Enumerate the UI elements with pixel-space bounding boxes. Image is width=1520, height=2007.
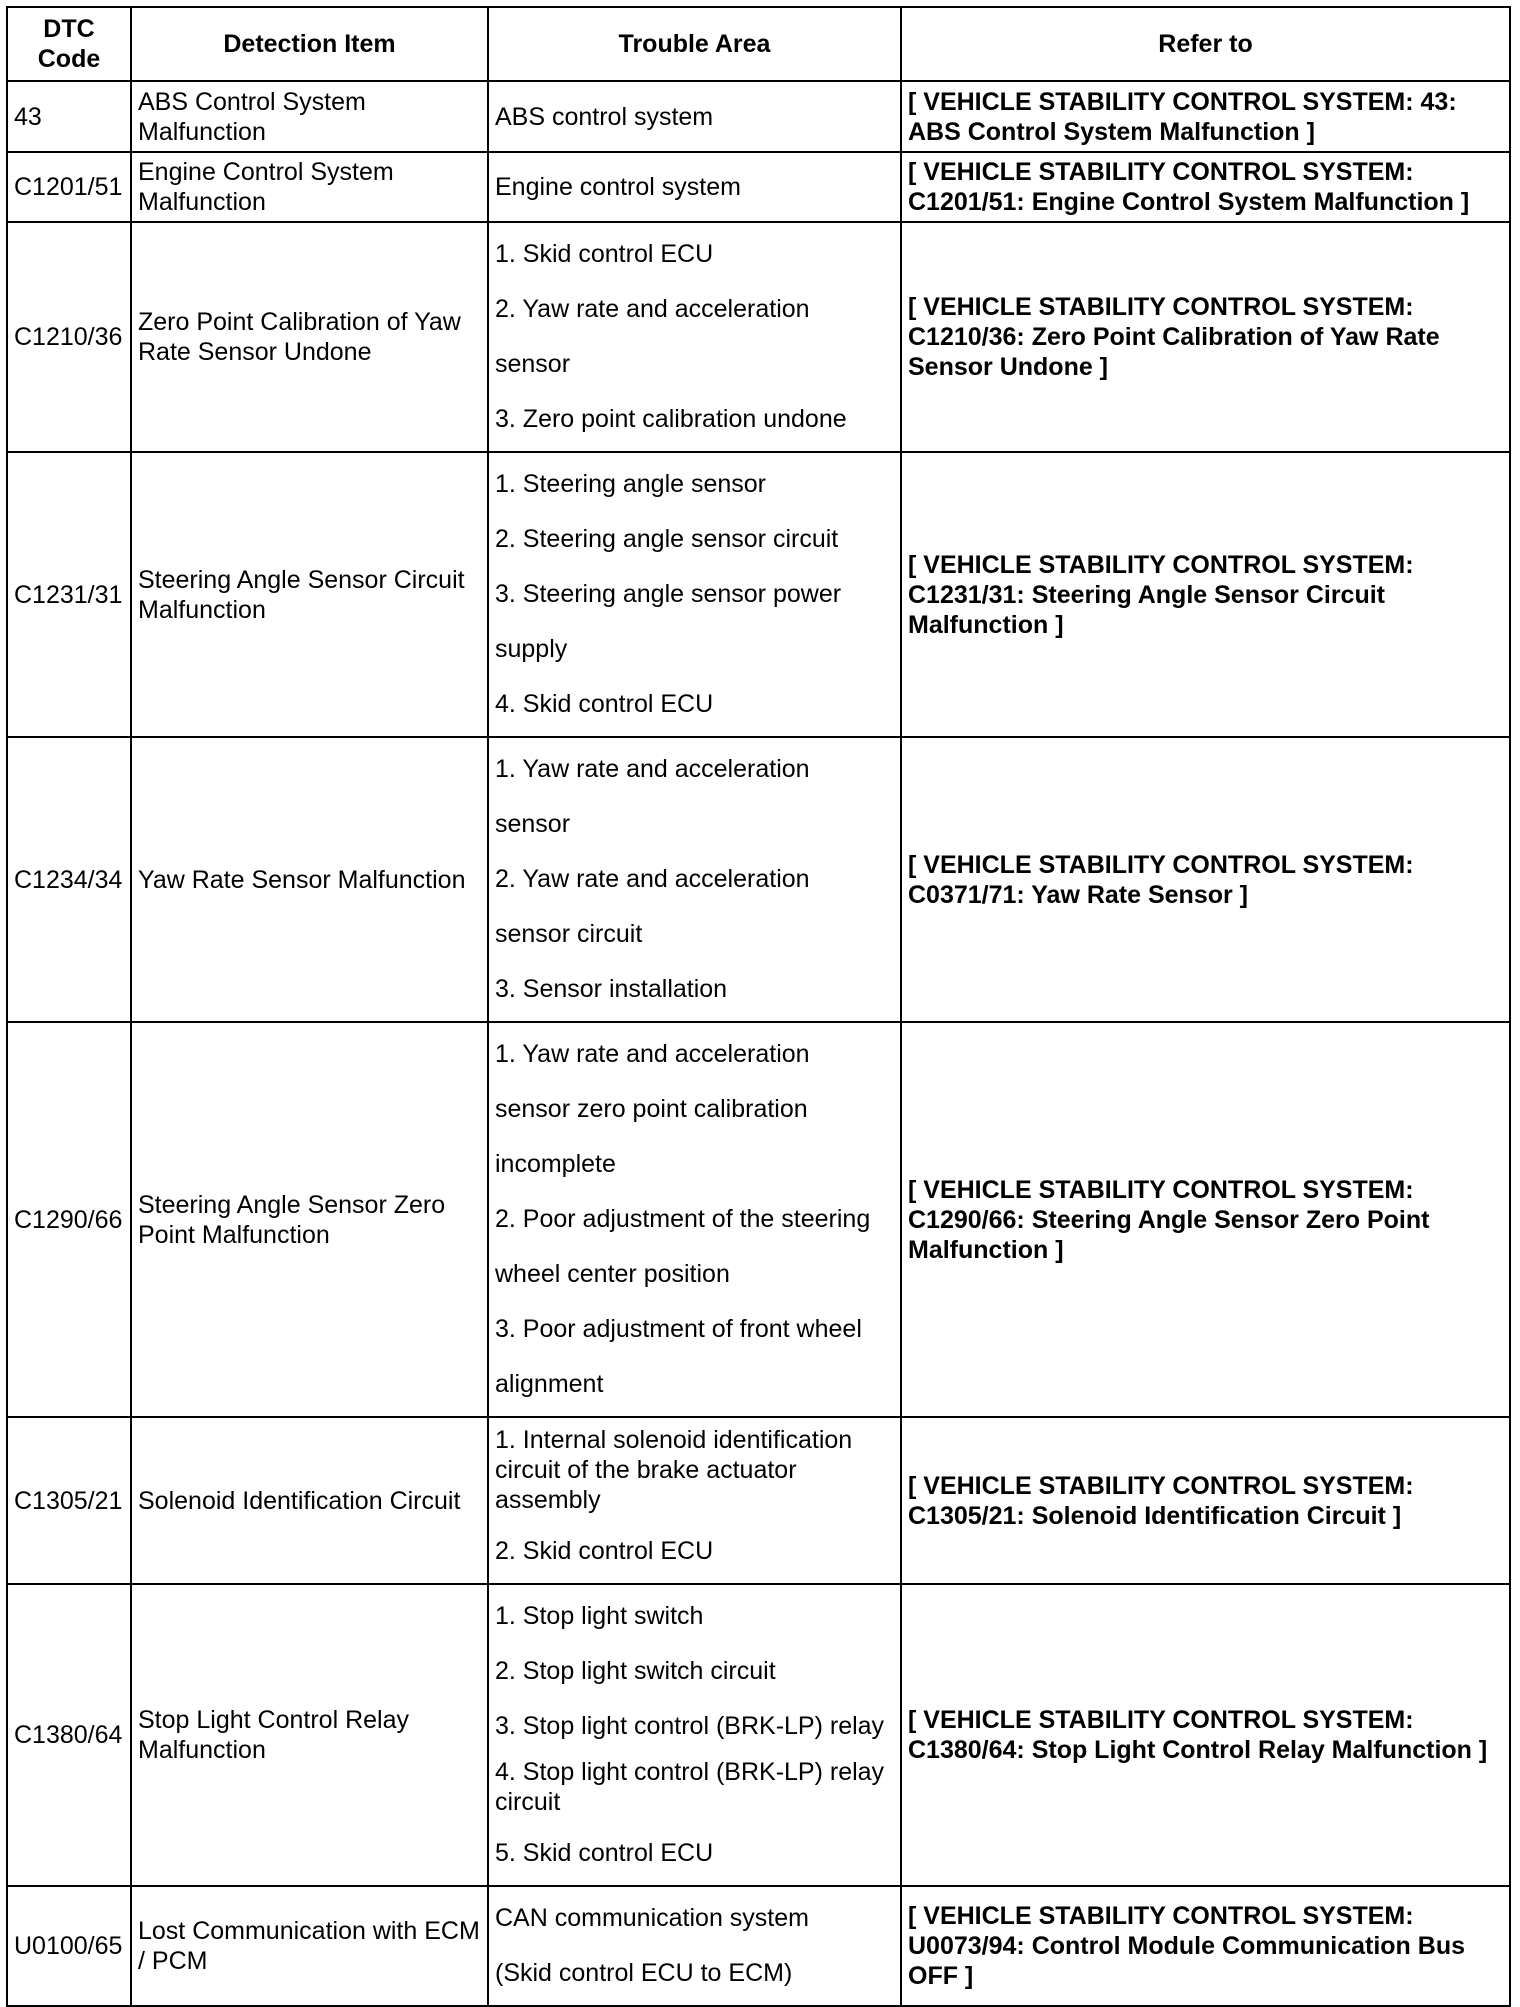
refer-to-link[interactable]: [ VEHICLE STABILITY CONTROL SYSTEM: C1305/21: Solenoid Identification Circuit ]: [901, 1417, 1510, 1584]
trouble-area-item: 1. Yaw rate and acceleration: [495, 1040, 810, 1068]
trouble-area-item: sensor: [495, 810, 571, 838]
dtc-code-cell: C1290/66: [7, 1022, 131, 1417]
trouble-area-item: 1. Yaw rate and acceleration: [495, 755, 810, 783]
detection-item-cell: Engine Control System Malfunction: [131, 152, 488, 222]
trouble-area-cell: [488, 81, 901, 152]
trouble-area-item: 1. Steering angle sensor: [495, 470, 767, 498]
trouble-area-cell: [488, 452, 901, 737]
trouble-area-cell: [488, 1022, 901, 1417]
trouble-area-item: 3. Sensor installation: [495, 975, 728, 1003]
refer-to-link[interactable]: [ VEHICLE STABILITY CONTROL SYSTEM: U0073/94: Control Module Communication Bus OFF ]: [901, 1886, 1510, 2006]
refer-to-link[interactable]: [ VEHICLE STABILITY CONTROL SYSTEM: 43: ABS Control System Malfunction ]: [901, 81, 1510, 152]
trouble-area-item: 2. Poor adjustment of the steering: [495, 1205, 871, 1233]
trouble-area-item: incomplete: [495, 1150, 616, 1178]
detection-item-cell: ABS Control System Malfunction: [131, 81, 488, 152]
trouble-area-item: alignment: [495, 1370, 604, 1398]
trouble-area-item: ABS control system: [495, 102, 714, 131]
trouble-area-item: 1. Skid control ECU: [495, 240, 714, 268]
header-detection-item: Detection Item: [131, 7, 488, 81]
refer-to-link[interactable]: [ VEHICLE STABILITY CONTROL SYSTEM: C1210/36: Zero Point Calibration of Yaw Rate Sensor Undone ]: [901, 222, 1510, 452]
dtc-code-cell: C1201/51: [7, 152, 131, 222]
trouble-area-item: 3. Poor adjustment of front wheel: [495, 1315, 862, 1343]
trouble-area-item: 4. Skid control ECU: [495, 690, 714, 718]
trouble-area-item: Engine control system: [495, 173, 741, 201]
trouble-area-cell: [488, 152, 901, 222]
table-row: [7, 81, 1510, 152]
dtc-code-cell: U0100/65: [7, 1886, 131, 2006]
trouble-area-item: 2. Yaw rate and acceleration: [495, 865, 810, 893]
table-row: [7, 152, 1510, 222]
detection-item-cell: Zero Point Calibration of Yaw Rate Sensor Undone: [131, 222, 488, 452]
header-trouble-area: Trouble Area: [488, 7, 901, 81]
refer-to-link[interactable]: [ VEHICLE STABILITY CONTROL SYSTEM: C1231/31: Steering Angle Sensor Circuit Malfunction ]: [901, 452, 1510, 737]
dtc-code-cell: C1305/21: [7, 1417, 131, 1584]
trouble-area-cell: [488, 1417, 901, 1584]
trouble-area-cell: [488, 737, 901, 1022]
trouble-area-item: sensor circuit: [495, 920, 643, 948]
detection-item-cell: Steering Angle Sensor Zero Point Malfunction: [131, 1022, 488, 1417]
table-row: [7, 222, 1510, 452]
detection-item-cell: Steering Angle Sensor Circuit Malfunction: [131, 452, 488, 737]
detection-item-cell: Stop Light Control Relay Malfunction: [131, 1584, 488, 1886]
trouble-area-item: sensor: [495, 350, 571, 378]
dtc-code-cell: 43: [7, 81, 131, 152]
trouble-area-item: CAN communication system: [495, 1904, 809, 1932]
trouble-area-cell: [488, 1584, 901, 1886]
dtc-code-cell: C1231/31: [7, 452, 131, 737]
trouble-area-item: 3. Steering angle sensor power: [495, 580, 842, 608]
refer-to-link[interactable]: [ VEHICLE STABILITY CONTROL SYSTEM: C1290/66: Steering Angle Sensor Zero Point Malfunction ]: [901, 1022, 1510, 1417]
trouble-area-item: 2. Yaw rate and acceleration: [495, 295, 810, 323]
trouble-area-item: 2. Skid control ECU: [495, 1537, 714, 1565]
table-row: [7, 1022, 1510, 1417]
detection-item-cell: Solenoid Identification Circuit: [131, 1417, 488, 1584]
trouble-area-item: sensor zero point calibration: [495, 1095, 808, 1123]
trouble-area-item: 3. Zero point calibration undone: [495, 405, 847, 433]
refer-to-link[interactable]: [ VEHICLE STABILITY CONTROL SYSTEM: C1380/64: Stop Light Control Relay Malfunction ]: [901, 1584, 1510, 1886]
trouble-area-cell: [488, 222, 901, 452]
trouble-area-cell: [488, 1886, 901, 2006]
table-body: [7, 81, 1510, 2006]
table-row: [7, 452, 1510, 737]
table-row: [7, 1417, 1510, 1584]
dtc-table: [6, 6, 1511, 2007]
header-refer-to: Refer to: [901, 7, 1510, 81]
table-header-row: [7, 7, 1510, 81]
trouble-area-item: 5. Skid control ECU: [495, 1839, 714, 1867]
trouble-area-item: 1. Stop light switch: [495, 1602, 704, 1630]
trouble-area-item: 1. Internal solenoid identification circuit of the brake actuator assembly: [495, 1426, 853, 1514]
table-row: [7, 1886, 1510, 2006]
table-row: [7, 737, 1510, 1022]
table-row: [7, 1584, 1510, 1886]
detection-item-cell: Lost Communication with ECM / PCM: [131, 1886, 488, 2006]
trouble-area-item: 2. Stop light switch circuit: [495, 1657, 776, 1685]
trouble-area-item: (Skid control ECU to ECM): [495, 1959, 793, 1987]
dtc-code-cell: C1210/36: [7, 222, 131, 452]
dtc-code-cell: C1380/64: [7, 1584, 131, 1886]
dtc-code-cell: C1234/34: [7, 737, 131, 1022]
refer-to-link[interactable]: [ VEHICLE STABILITY CONTROL SYSTEM: C0371/71: Yaw Rate Sensor ]: [901, 737, 1510, 1022]
header-dtc-code: DTC Code: [7, 7, 131, 81]
refer-to-link[interactable]: [ VEHICLE STABILITY CONTROL SYSTEM: C1201/51: Engine Control System Malfunction ]: [901, 152, 1510, 222]
trouble-area-item: wheel center position: [495, 1260, 730, 1288]
trouble-area-item: 2. Steering angle sensor circuit: [495, 525, 839, 553]
trouble-area-item: 4. Stop light control (BRK-LP) relay circuit: [495, 1758, 885, 1816]
detection-item-cell: Yaw Rate Sensor Malfunction: [131, 737, 488, 1022]
trouble-area-item: supply: [495, 635, 568, 663]
trouble-area-item: 3. Stop light control (BRK-LP) relay: [495, 1712, 885, 1740]
